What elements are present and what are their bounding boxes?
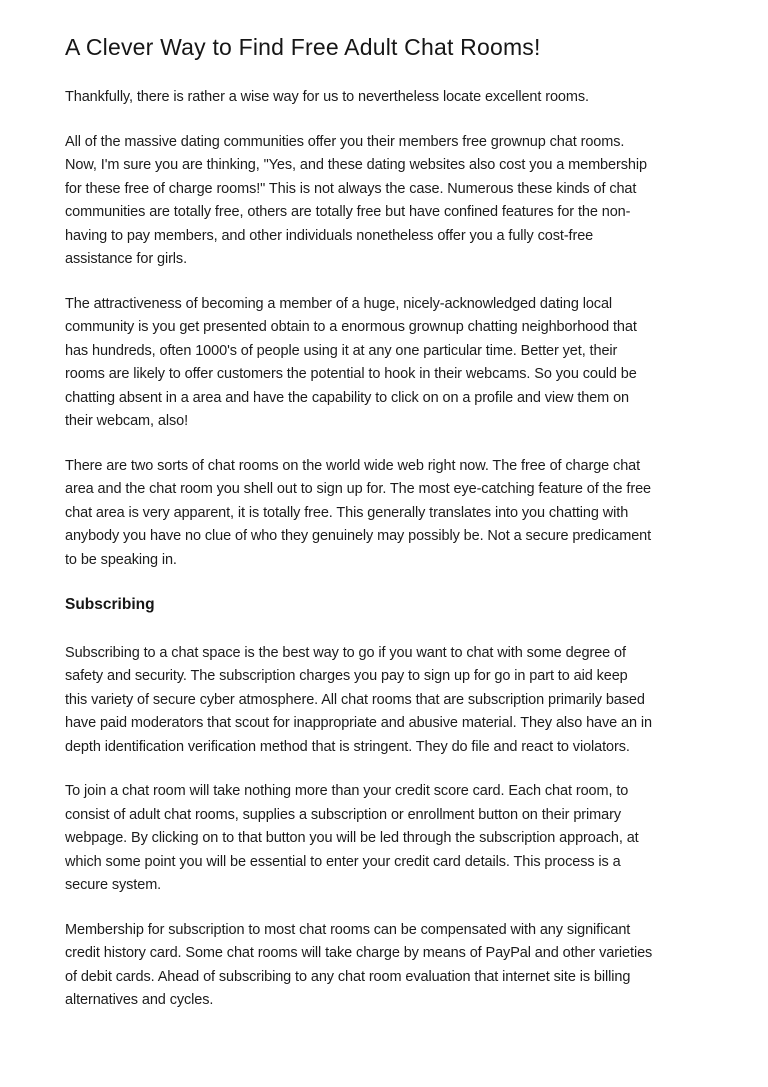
- paragraph: [65, 293, 710, 434]
- text-line: chatting absent in a area and have the capability to click on on a profile and view them on: [65, 389, 630, 406]
- paragraph: [65, 455, 710, 573]
- text-line: chat area is very apparent, it is totally free. This generally translates into you chatting with: [65, 504, 629, 521]
- text-line: of debit cards. Ahead of subscribing to any chat room evaluation that internet site is billing: [65, 968, 631, 985]
- text-line: Membership for subscription to most chat rooms can be compensated with any significant: [65, 921, 631, 938]
- text-line: There are two sorts of chat rooms on the world wide web right now. The free of charge chat: [65, 457, 641, 474]
- text-line: community is you get presented obtain to a enormous grownup chatting neighborhood that: [65, 319, 637, 335]
- text-line: rooms are likely to offer customers the potential to hook in their webcams. So you could be: [65, 366, 637, 382]
- paragraph: [65, 86, 710, 110]
- text-line: alternatives and cycles.: [65, 992, 214, 1008]
- text-line: which some point you will be essential to enter your credit card details. This process is a: [65, 853, 621, 870]
- text-line: safety and security. The subscription charges you pay to sign up for go in part to aid keep: [65, 668, 628, 684]
- text-line: The attractiveness of becoming a member of a huge, nicely-acknowledged dating local: [65, 295, 613, 312]
- text-line: for these free of charge rooms!" This is not always the case. Numerous these kinds of chat: [65, 180, 637, 197]
- text-line: All of the massive dating communities offer you their members free grownup chat rooms.: [65, 133, 625, 150]
- text-line: Now, I'm sure you are thinking, "Yes, and these dating websites also cost you a membership: [65, 157, 647, 173]
- text-line: communities are totally free, others are totally free but have confined features for the non-: [65, 204, 631, 220]
- text-line: webpage. By clicking on to that button you will be led through the subscription approach, at: [65, 830, 639, 846]
- section-heading-subscribing: Subscribing: [65, 596, 155, 613]
- text-line: Subscribing to a chat space is the best way to go if you want to chat with some degree of: [65, 644, 626, 661]
- text-line: anybody you have no clue of who they genuinely may possibly be. Not a secure predicament: [65, 528, 652, 544]
- paragraph: [65, 780, 710, 898]
- text-line: having to pay members, and other individuals nonetheless offer you a fully cost-free: [65, 227, 594, 244]
- paragraph: [65, 919, 710, 1013]
- text-line: this variety of secure cyber atmosphere. All chat rooms that are subscription primarily based: [65, 691, 645, 708]
- text-line: secure system.: [65, 877, 162, 893]
- text-line: area and the chat room you shell out to sign up for. The most eye-catching feature of the free: [65, 481, 651, 497]
- text-line: consist of adult chat rooms, supplies a subscription or enrollment button on their primary: [65, 806, 621, 823]
- text-line: depth identification verification method that is stringent. They do file and react to violators.: [65, 738, 630, 755]
- text-line: has hundreds, often 1000's of people using it at any one particular time. Better yet, their: [65, 342, 618, 359]
- text-line: to be speaking in.: [65, 551, 177, 568]
- paragraph: [65, 642, 710, 760]
- text-line: credit history card. Some chat rooms will take charge by means of PayPal and other varieties: [65, 945, 653, 961]
- text-line: To join a chat room will take nothing more than your credit score card. Each chat room, to: [65, 783, 629, 799]
- text-line: have paid moderators that scout for inappropriate and abusive material. They also have an in: [65, 715, 653, 731]
- text-line: assistance for girls.: [65, 251, 187, 267]
- paragraph: [65, 131, 710, 272]
- text-line: their webcam, also!: [65, 413, 189, 429]
- text-line: Thankfully, there is rather a wise way for us to nevertheless locate excellent rooms.: [65, 89, 589, 105]
- document-title: A Clever Way to Find Free Adult Chat Rooms!: [65, 34, 541, 60]
